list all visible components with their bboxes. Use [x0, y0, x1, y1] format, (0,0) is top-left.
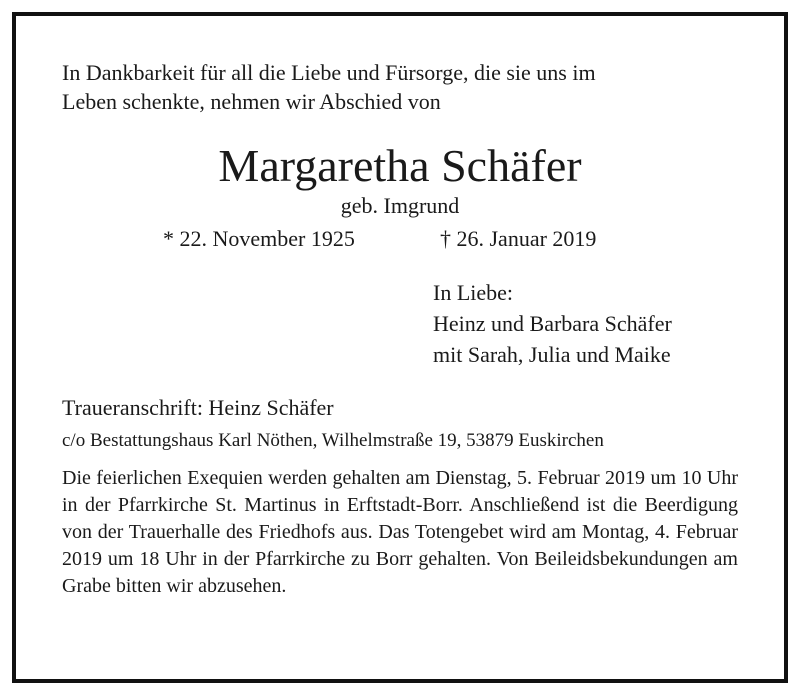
- family-line-1: Heinz und Barbara Schäfer: [433, 311, 672, 336]
- family-intro: In Liebe:: [433, 280, 514, 305]
- birth-date: * 22. November 1925: [163, 226, 355, 251]
- intro-line-1: In Dankbarkeit für all die Liebe und Fürsorge, die sie uns im: [62, 60, 596, 85]
- mourning-address-detail: c/o Bestattungshaus Karl Nöthen, Wilhelmstraße 19, 53879 Euskirchen: [62, 430, 604, 451]
- family-line-2: mit Sarah, Julia und Maike: [433, 342, 671, 367]
- deceased-name: Margaretha Schäfer: [218, 140, 582, 191]
- death-date: † 26. Januar 2019: [440, 226, 597, 251]
- birth-name: geb. Imgrund: [340, 193, 460, 218]
- intro-line-2: Leben schenkte, nehmen wir Abschied von: [62, 89, 441, 114]
- mourning-address-label: Traueranschrift: Heinz Schäfer: [62, 395, 334, 420]
- service-details: Die feierlichen Exequien werden gehalten am Dienstag, 5. Februar 2019 um 10 Uhr in der Pfarrkirche St. Martinus in Erftstadt-Borr. Anschließend ist die Beerdigung von der Trauerhalle des Friedhofs aus. Das Totengebet wird am Montag, 4. Februar 2019 um 18 Uhr in der Pfarrkirche zu Borr gehalten. Von Beileidsbekundungen am Grabe bitten wir abzusehen.: [62, 467, 738, 597]
